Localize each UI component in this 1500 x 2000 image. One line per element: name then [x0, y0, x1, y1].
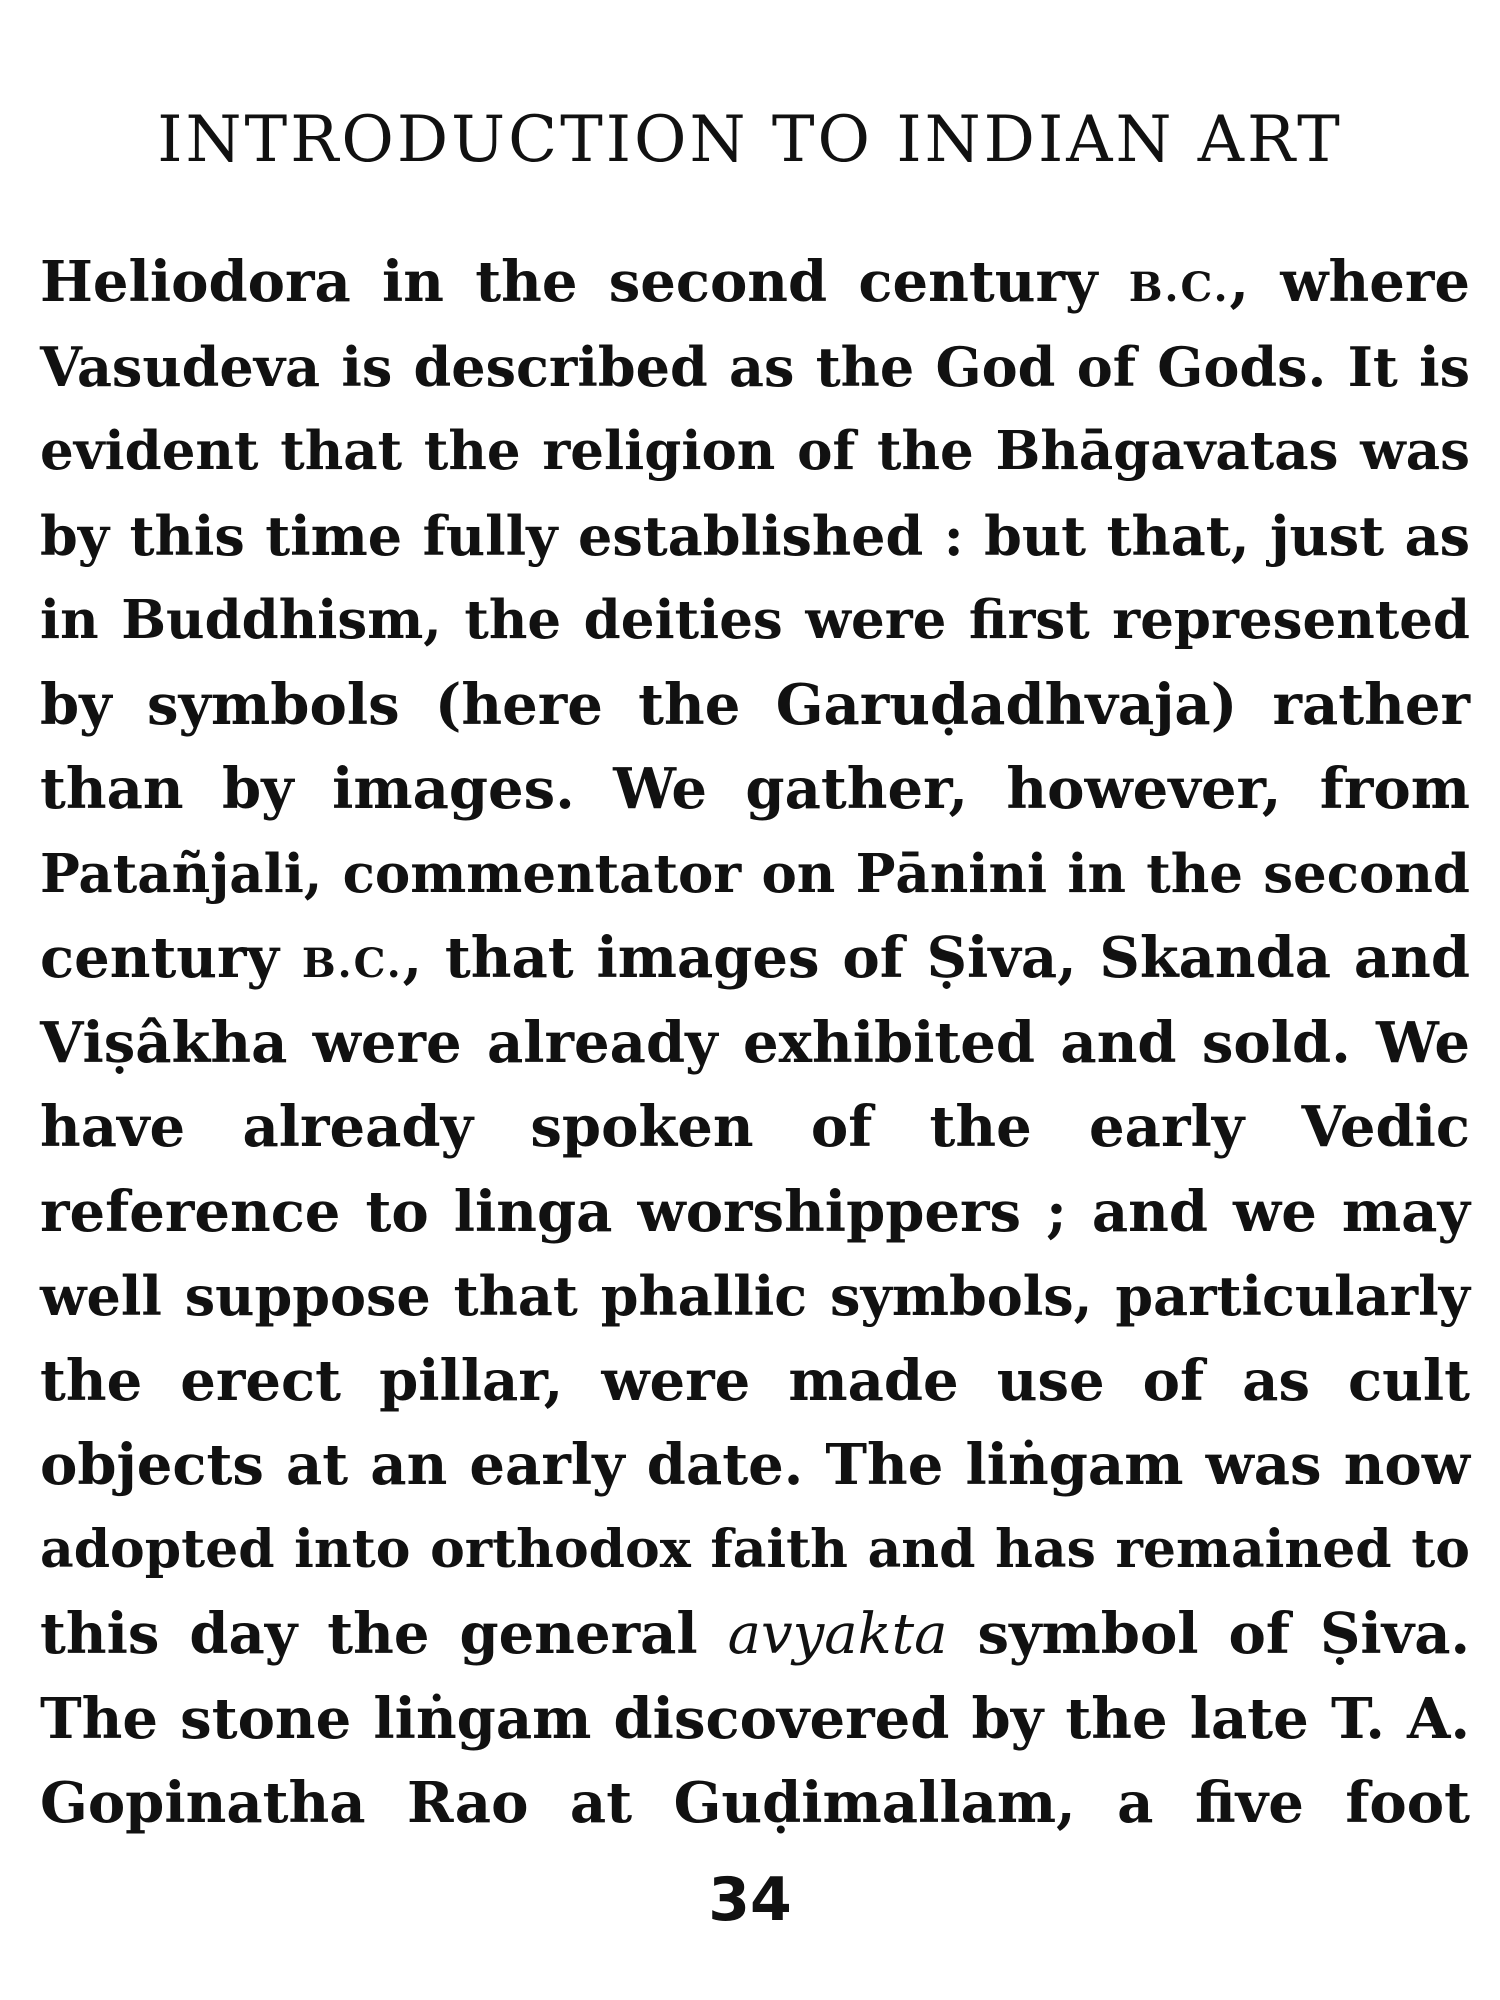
- text-line: [40, 1592, 1470, 1677]
- body-text: [40, 240, 1470, 1846]
- text-fragment: The stone liṅgam discovered by the late T. A.: [40, 1685, 1470, 1752]
- running-title: INTRODUCTION TO INDIAN ART: [157, 103, 1343, 177]
- text-fragment: objects at an early date. The liṅgam was now: [40, 1432, 1470, 1498]
- text-fragment: symbol of Ṣiva.: [947, 1601, 1470, 1667]
- text-fragment: by symbols (here the Garuḍadhvaja) rather: [40, 671, 1470, 738]
- text-line: [40, 1677, 1470, 1762]
- text-line: [40, 663, 1470, 748]
- text-fragment: in Buddhism, the deities were first represented: [40, 589, 1470, 651]
- text-fragment: Patañjali, commentator on Pānini in the second: [40, 842, 1470, 905]
- text-line: [40, 1254, 1470, 1339]
- text-line: [40, 409, 1470, 494]
- text-fragment: century: [40, 925, 302, 991]
- text-fragment: well suppose that phallic symbols, particularly: [40, 1264, 1470, 1328]
- text-line: [40, 1508, 1470, 1593]
- text-line: [40, 832, 1470, 917]
- text-fragment: evident that the religion of the Bhāgavatas was: [40, 420, 1470, 482]
- text-fragment: adopted into orthodox faith and has remained to: [40, 1518, 1470, 1580]
- text-fragment: than by images. We gather, however, from: [40, 756, 1470, 822]
- text-line: [40, 1423, 1470, 1508]
- small-caps-abbreviation: B.C.: [301, 940, 403, 987]
- italic-term: avyakta: [727, 1602, 948, 1667]
- page-number: 34: [708, 1865, 792, 1935]
- text-fragment: the erect pillar, were made use of as cult: [40, 1347, 1470, 1414]
- text-line: [40, 1339, 1470, 1424]
- text-fragment: reference to linga worshippers ; and we may: [40, 1178, 1470, 1245]
- text-line: [40, 1761, 1470, 1846]
- text-fragment: this day the general: [40, 1601, 728, 1667]
- text-line: [40, 916, 1470, 1001]
- text-fragment: have already spoken of the early Vedic: [40, 1094, 1470, 1160]
- text-fragment: Heliodora in the second century: [40, 249, 1129, 315]
- text-line: [40, 1170, 1470, 1255]
- text-fragment: by this time fully established : but that, just as: [40, 503, 1470, 568]
- small-caps-abbreviation: B.C.: [1128, 264, 1230, 311]
- text-fragment: Vasudeva is described as the God of Gods. It is: [40, 334, 1470, 399]
- text-fragment: Viṣâkha were already exhibited and sold. We: [40, 1009, 1470, 1076]
- text-fragment: , that images of Ṣiva, Skanda and: [402, 925, 1471, 991]
- text-line: [40, 747, 1470, 832]
- text-line: [40, 494, 1470, 579]
- text-line: [40, 325, 1470, 410]
- text-fragment: , where: [1229, 249, 1470, 315]
- text-line: [40, 240, 1470, 325]
- text-line: [40, 1001, 1470, 1086]
- text-fragment: Gopinatha Rao at Guḍimallam, a five foot: [40, 1770, 1470, 1836]
- text-line: [40, 578, 1470, 663]
- text-line: [40, 1085, 1470, 1170]
